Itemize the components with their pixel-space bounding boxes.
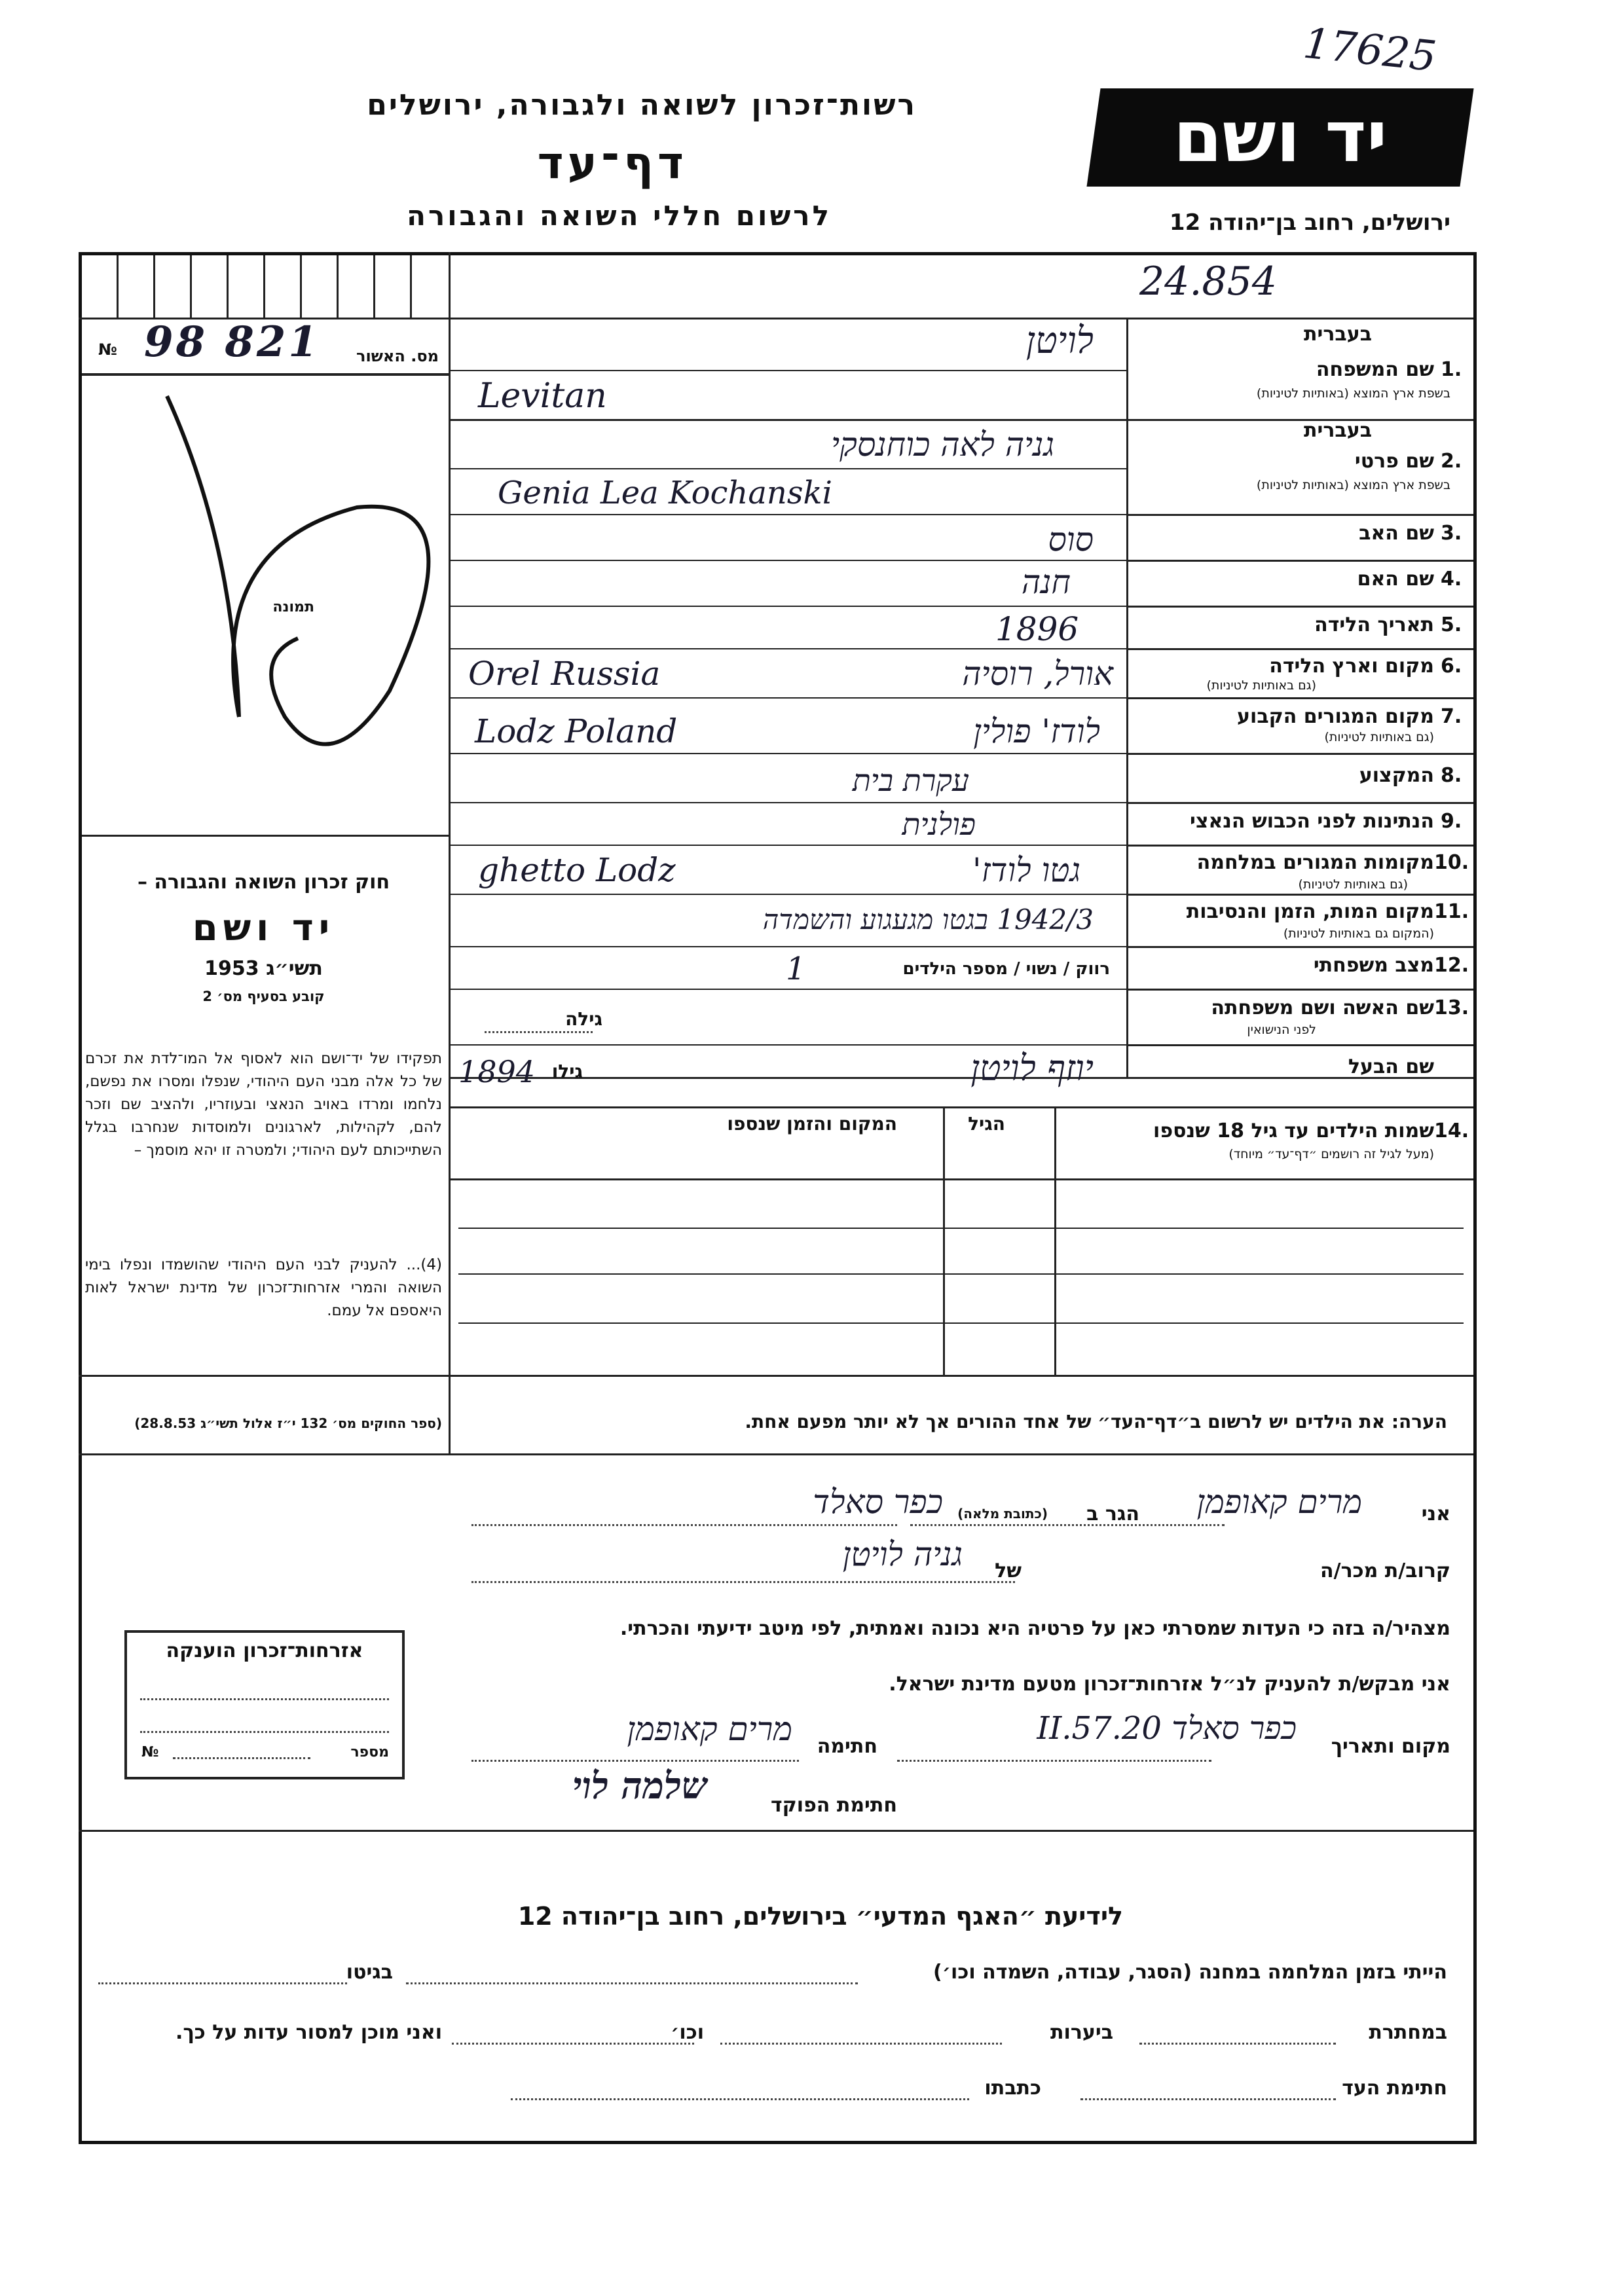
decl-statement-2: אני מבקש/ת להעניק לנ״ל אזרחות־זכרון מטעם מדינת ישראל. [889, 1673, 1450, 1696]
field-2-label: שם פרטי [1354, 450, 1434, 473]
decl-i-label: אני [1421, 1503, 1450, 1525]
field-1-sub: בשפת ארץ המוצא (באותיות לטיניות) [1256, 386, 1450, 401]
children-col-age: הגיל [968, 1113, 1005, 1135]
answer-birthdate: 1896 [995, 610, 1079, 648]
field-8-label: המקצוע [1359, 764, 1434, 787]
field-10-label: מקומות המגורים במלחמה [1196, 851, 1434, 874]
logo-text: יד ושם [1173, 96, 1388, 178]
answer-birthplace-latin: Orel Russia [468, 655, 661, 693]
answer-wartime-hebrew: גטו לודז' [972, 851, 1080, 889]
approval-label: מס. האשור [356, 347, 439, 365]
children-number: 14. [1434, 1120, 1469, 1142]
answer-residence-hebrew: לודז' פולין [973, 712, 1100, 750]
office-code-boxes [82, 255, 445, 318]
photo-label: תמונה [272, 599, 314, 615]
field-12-number: 12. [1434, 954, 1469, 977]
decl-address-hint: (כתובת מלאה) [957, 1506, 1048, 1522]
field-6-label: מקום וארץ הלידה [1269, 655, 1434, 678]
children-label: שמות הילדים עד גיל 18 שנספו [1153, 1120, 1434, 1142]
decl-declarant: מרים קאופמן [1196, 1483, 1362, 1521]
field-6-sub: (גם באותיות לטיניות) [1206, 678, 1316, 693]
memorial-box-title: אזרחות־זכרון הוענקה [166, 1639, 363, 1662]
in-hebrew-1: בעברית [1304, 323, 1372, 346]
approval-no-mark: № [98, 340, 117, 359]
answer-residence-latin: Lodz Poland [475, 712, 678, 750]
field-13-label: שם האשה ושם משפחתה [1211, 996, 1434, 1019]
answer-mother: חנה [1021, 563, 1071, 601]
field-4-label: שם האם [1357, 568, 1434, 591]
decl-of-label: של [995, 1559, 1022, 1582]
field-11-number: 11. [1434, 900, 1469, 923]
memorial-box-number-label: מספר [350, 1744, 389, 1760]
answer-firstname-hebrew: גניה לאה כוחנסקי [830, 426, 1054, 464]
answer-wartime-latin: ghetto Lodz [478, 851, 676, 889]
decl-signature: מרים קאופמן [627, 1710, 792, 1748]
authority-name: רשות־זכרון לשואה ולגבורה, ירושלים [367, 88, 917, 122]
in-hebrew-2: בעברית [1304, 419, 1372, 442]
field-2-number: 2. [1441, 450, 1462, 473]
field-12-label: מצב משפחתי [1313, 954, 1434, 977]
field-5-label: תאריך הלידה [1314, 613, 1434, 636]
decl-collector-label: חתימת הפוקד [771, 1794, 897, 1817]
signature-scribble [167, 396, 428, 744]
approval-number: 98 821 [144, 318, 320, 367]
page-number: 24.854 [1139, 259, 1277, 304]
answer-birthplace-hebrew: אורל, רוסיה [962, 655, 1113, 693]
bottom-line2-c: וכו׳ [671, 2021, 704, 2044]
decl-collector: שלמה לוי [572, 1764, 707, 1808]
photo-area [82, 376, 449, 835]
field-11-label: מקום המות, הזמן והנסיבות [1186, 900, 1434, 923]
field-3-label: שם האב [1359, 522, 1434, 545]
bottom-line3-a: חתימת העד [1342, 2077, 1447, 2100]
decl-statement-1: מצהיר/ה בזה כי העדות שמסרתי כאן על פרטיה היא נכונה ואמתית, לפי מיטב ידיעתי והכרתי. [619, 1617, 1450, 1640]
field-9-label: הנתינות לפני הכבוש הנאצי [1190, 810, 1434, 833]
children-sub: (מעל לגיל זה רושמים ״דף־עד״ מיוחד) [1228, 1147, 1434, 1161]
field-1-number: 1. [1441, 358, 1462, 381]
field-10-number: 10. [1434, 851, 1469, 874]
law-gazette: (ספר החוקים מס׳ 132 י״ז אלול תשי״ג 28.8.53) [134, 1415, 442, 1431]
answer-surname-hebrew: לויטן [1025, 319, 1094, 362]
field-5-number: 5. [1441, 613, 1462, 636]
decl-signature-label: חתימה [817, 1735, 877, 1758]
law-paragraph-2: (4)... להעניק לבני העם היהודי שהושמדו ונפלו בימי השואה והמרי אזרחות־זכרון של מדינת ישראל לאות היאספם אל עמם. [85, 1256, 442, 1319]
field-4-number: 4. [1441, 568, 1462, 591]
memorial-box-no-mark: № [141, 1744, 159, 1760]
field-8-number: 8. [1441, 764, 1462, 787]
address: ירושלים, רחוב בן־יהודה 12 [1169, 210, 1450, 236]
field-1-label: שם המשפחה [1316, 358, 1434, 381]
decl-relative-of: גניה לויטן [842, 1535, 963, 1573]
bottom-line3-b: כתבתו [984, 2077, 1041, 2100]
husband-label: שם הבעל [1348, 1055, 1434, 1078]
logo [1086, 88, 1473, 187]
bottom-title: לידיעת ״האגף המדעי״ בירושלים, רחוב בן־יהודה 12 [517, 1902, 1123, 1931]
field-6-number: 6. [1441, 655, 1462, 678]
bottom-line1-b: בגיטו [346, 1961, 393, 1984]
answer-surname-latin: Levitan [478, 376, 607, 416]
field-11-sub: (המקום גם באותיות לטיניות) [1283, 926, 1434, 941]
memorial-citizenship-box [124, 1630, 405, 1779]
bottom-line1-a: הייתי בזמן המלחמה במחנה (הסגר, עבודה, השמדה וכו׳) [933, 1961, 1447, 1984]
law-year: תשי״ג 1953 [204, 957, 323, 980]
form-subtitle: לרשום חללי השואה והגבורה [407, 200, 832, 232]
law-clause-ref: קובע בסעיף מס׳ 2 [202, 989, 325, 1004]
answer-father: סוס [1048, 520, 1094, 558]
field-7-number: 7. [1441, 705, 1462, 728]
decl-place-date: כפר סאלד 20.II.57 [1037, 1710, 1297, 1747]
field-7-sub: (גם באותיות לטיניות) [1324, 730, 1434, 744]
field-9-number: 9. [1441, 810, 1462, 833]
decl-relative-label: קרוב/ת מכר/ה [1320, 1559, 1450, 1582]
bottom-line2-b: ביערות [1050, 2021, 1113, 2044]
children-count: 1 [786, 951, 806, 987]
law-title: חוק זכרון השואה והגבורה – [137, 871, 390, 894]
form-title: דף־עד [537, 137, 688, 189]
decl-place-date-label: מקום ותאריך [1331, 1735, 1450, 1758]
field-10-sub: (גם באותיות לטיניות) [1298, 877, 1408, 892]
decl-resides-label: הגר ב [1086, 1503, 1139, 1525]
note: הערה: את הילדים יש לרשום ב״דף־העד״ של אחד ההורים אך לא יותר מפעם אחת. [745, 1411, 1447, 1432]
field-13-number: 13. [1434, 996, 1469, 1019]
field-13-sub: לפני הנישואין [1247, 1023, 1316, 1037]
answer-occupation: עקרת בית [852, 763, 969, 798]
law-paragraph-1: תפקידו של יד־ושם הוא לאסוף אל המו־לדת את זכרם של כל אלה מבני העם היהודי, שנפלו ומסרו את נפשם, נלחמו ומרדו באויב הנאצי ובעוזריו, ולהציב שם וזכר להם, לקהילות, לארגונים ולמוסדות שנחרבו בגלל השתייכותם לעם היהודי; ולמטרה זו יהא מוסמך – [85, 1050, 442, 1159]
bottom-line2-a: במחתרת [1369, 2021, 1447, 2044]
wife-age-label: גילה [565, 1008, 602, 1030]
husband-age: 1894 [458, 1054, 536, 1089]
answer-citizenship: פולנית [902, 807, 976, 842]
decl-address: כפר סאלד [813, 1483, 943, 1521]
marital-prompt: רווק / נשוי / מספר הילדים [902, 959, 1110, 979]
husband-name: יוזף לויטן [970, 1048, 1094, 1089]
field-2-sub: בשפת ארץ המוצא (באותיות לטיניות) [1256, 478, 1450, 492]
bottom-line2-d: ואני מוכן למסור עדות על כך. [175, 2021, 442, 2044]
archive-number: 17625 [1301, 19, 1439, 82]
answer-death: 1942/3 בגטו מגעגוע והשמדה [762, 903, 1094, 936]
husband-age-label: גילו [551, 1061, 583, 1082]
field-3-number: 3. [1441, 522, 1462, 545]
children-col-place: המקום והזמן שנספו [727, 1113, 897, 1135]
law-name: יד ושם [192, 907, 335, 949]
answer-firstname-latin: Genia Lea Kochanski [498, 475, 832, 511]
field-7-label: מקום המגורים הקבוע [1237, 705, 1434, 728]
